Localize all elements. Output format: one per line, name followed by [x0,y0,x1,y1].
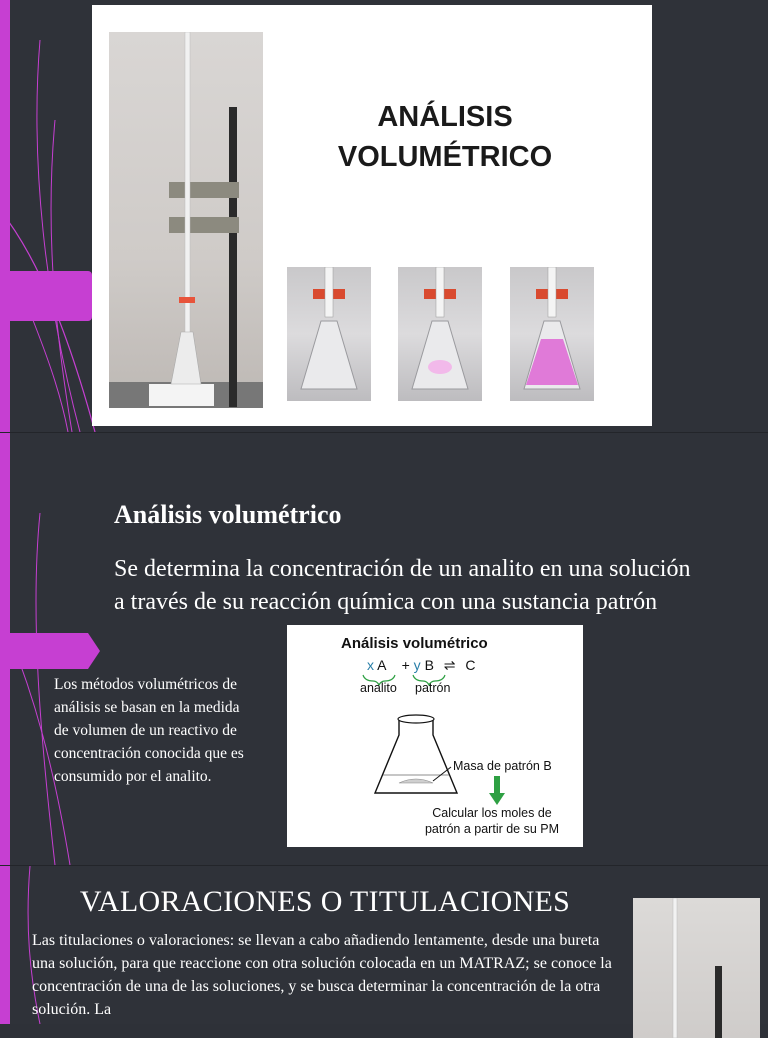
calc-line-2: patrón a partir de su PM [424,822,560,836]
label-analyte: analito [360,681,397,695]
title-line-1: ANÁLISIS [377,101,513,133]
slide-2-heading: Análisis volumétrico [114,500,342,529]
label-standard: patrón [415,681,451,695]
diagram-title: Análisis volumétrico [341,635,488,652]
reactant-a: A [377,657,386,673]
slide-2-body: Se determina la concentración de un analito en una solución a través de su reacción química con una sustancia patrón [114,556,691,615]
flask-photo-pink [510,267,594,401]
slide-2-side-text: Los métodos volumétricos de análisis se basan en la medida de volumen de un reactivo de concentración conocida que es consumido por el analito. [54,676,244,785]
plus-sign: + [401,657,410,673]
title-card [92,5,652,426]
coef-x: x [367,657,374,673]
product-c: C [465,657,476,673]
reactant-b: B [424,657,434,673]
accent-tab [0,271,92,321]
burette-stand-photo [109,32,263,408]
coef-y: y [413,657,421,673]
slide-title [310,97,580,177]
equilibrium-arrow: ⇌ [443,657,456,673]
slide-1 [0,0,768,432]
calc-text [407,805,577,837]
burette-photo [633,898,760,1038]
calc-line-1: Calcular los moles de [432,806,552,820]
accent-bar [0,0,10,432]
accent-tab [0,633,100,669]
label-mass-standard: Masa de patrón B [453,759,552,773]
title-line-2: VOLUMÉTRICO [337,141,553,173]
slide-3-body: Las titulaciones o valoraciones: se llevan a cabo añadiendo lentamente, desde una bureta una solución, para que reaccione con otra solución colocada en un MATRAZ; se conoce la concentración de una de las soluciones, y se busca determinar la concentración de la otra solución. La [32,932,612,1018]
volumetric-diagram [287,625,583,847]
slide-3-heading: VALORACIONES O TITULACIONES [79,885,571,918]
flask-photo-clear [287,267,371,401]
flask-photo-faint [398,267,482,401]
